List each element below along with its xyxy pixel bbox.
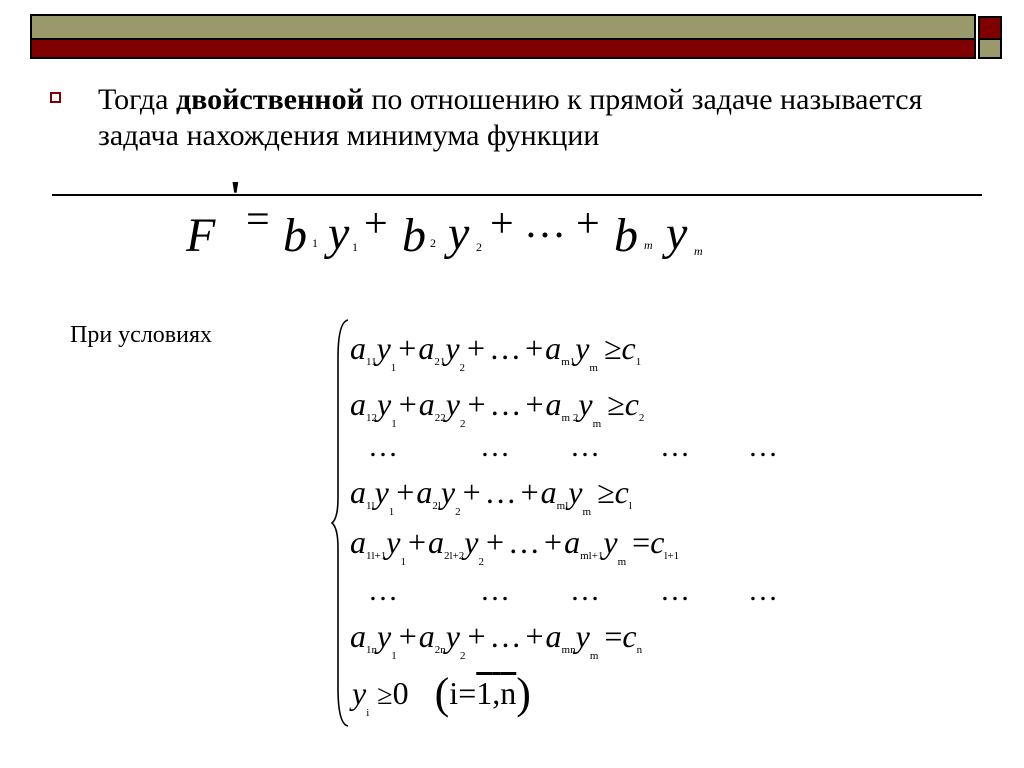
ellipsis-row-2: [368, 574, 828, 614]
bullet-prefix: Тогда: [98, 83, 176, 116]
coef-a1: a: [350, 618, 366, 654]
ellipsis: …: [660, 574, 690, 607]
ellipsis: …: [480, 574, 510, 607]
relation-sign: ≥: [607, 386, 625, 422]
ellipsis: …: [489, 618, 522, 654]
var-ym-sub: m: [589, 650, 599, 662]
var-y1-sub: 1: [388, 506, 395, 518]
coef-am-sub: m 2: [561, 412, 579, 424]
rhs-c-sub: 2: [638, 412, 645, 424]
rhs-c-sub: l: [628, 500, 632, 512]
ellipsis: …: [489, 330, 522, 366]
var-y2: y: [445, 330, 460, 366]
coef-am: a: [564, 524, 581, 560]
coef-a1-sub: 1l+1: [366, 550, 387, 562]
objective-b1-sub: 1: [312, 236, 318, 250]
objective-y2-sub: 2: [476, 240, 482, 254]
coef-am: a: [545, 386, 562, 422]
ellipsis: …: [480, 430, 510, 463]
var-y2-sub: 2: [459, 650, 466, 662]
var-y1: y: [386, 524, 401, 560]
var-y2-sub: 2: [459, 418, 466, 430]
ellipsis: …: [489, 386, 522, 422]
nonneg-eq: =: [458, 675, 477, 711]
nonneg-one: 1: [476, 675, 493, 711]
ellipsis: …: [368, 430, 398, 463]
objective-y2: y: [448, 207, 470, 260]
nonneg-close-paren: ): [516, 669, 531, 718]
left-brace-icon: [330, 318, 352, 728]
ellipsis: …: [484, 474, 517, 510]
var-y2-sub: 2: [478, 556, 484, 568]
nonneg-relation: ≥: [377, 680, 393, 711]
constraint-row: [350, 474, 632, 518]
objective-plus-1: +: [364, 201, 388, 247]
objective-y1-sub: 1: [352, 240, 358, 254]
coef-a1: a: [350, 386, 366, 422]
objective-b2-sub: 2: [430, 236, 436, 250]
plus-sign: +: [396, 474, 415, 510]
var-y2-sub: 2: [459, 362, 466, 374]
coef-a2: a: [418, 330, 435, 366]
relation-sign: ≥: [603, 330, 622, 366]
plus-sign: +: [398, 618, 417, 654]
plus-sign: +: [467, 330, 486, 366]
coef-a1: a: [350, 524, 366, 560]
relation-sign: =: [604, 618, 623, 654]
header-band-bottom: [30, 40, 976, 59]
var-y2: y: [464, 524, 479, 560]
constraint-row: [350, 330, 642, 374]
constraint-system: [330, 318, 830, 728]
rhs-c: c: [624, 386, 639, 422]
var-y1-sub: 1: [391, 418, 397, 430]
objective-prime: ': [229, 171, 242, 222]
var-ym-sub: m: [617, 556, 627, 568]
objective-bm: b: [614, 209, 638, 262]
rhs-c: c: [621, 330, 636, 366]
coef-a2: a: [418, 618, 435, 654]
var-ym: y: [578, 386, 593, 422]
formula-overline: [52, 194, 982, 196]
nonneg-n: n: [500, 675, 517, 711]
plus-sign: +: [398, 330, 417, 366]
coef-a2-sub: 2l+2: [444, 550, 465, 562]
nonneg-y: y: [352, 675, 367, 711]
header-band-top: [30, 14, 976, 40]
plus-sign: +: [407, 524, 427, 560]
relation-sign: ≥: [597, 474, 615, 510]
plus-sign: +: [525, 618, 544, 654]
nonnegativity-row: [352, 668, 531, 719]
coef-a1: a: [350, 474, 366, 510]
coef-a1-sub: 1l: [366, 500, 375, 512]
nonneg-zero: 0: [392, 675, 409, 711]
rhs-c: c: [622, 618, 637, 654]
nonneg-index-i: i: [449, 675, 459, 711]
objective-ellipsis: …: [524, 201, 566, 247]
nonneg-y-sub: i: [366, 707, 370, 719]
coef-a1: a: [350, 330, 366, 366]
objective-y1: y: [328, 207, 350, 260]
coef-am: a: [545, 618, 562, 654]
var-y1: y: [377, 386, 392, 422]
var-y2: y: [440, 474, 456, 510]
var-y1: y: [377, 618, 392, 654]
relation-sign: =: [632, 524, 651, 560]
bullet-text: [98, 82, 958, 154]
coef-a1-sub: 12: [366, 412, 377, 424]
var-ym: y: [575, 618, 590, 654]
nonneg-open-paren: (: [434, 669, 450, 718]
rhs-c-sub: 1: [635, 356, 642, 368]
objective-ym-sub: m: [694, 244, 703, 258]
objective-b2: b: [402, 209, 426, 262]
var-ym: y: [568, 474, 583, 510]
var-ym: y: [575, 330, 590, 366]
coef-a2-sub: 2n: [434, 644, 446, 656]
plus-sign: +: [544, 524, 563, 560]
plus-sign: +: [485, 524, 505, 560]
var-y2: y: [445, 618, 460, 654]
var-y2-sub: 2: [455, 506, 461, 518]
objective-plus-3: +: [576, 201, 600, 247]
var-y1-sub: 1: [390, 362, 397, 374]
plus-sign: +: [525, 386, 544, 422]
header-corner-square-top: [978, 16, 1002, 40]
ellipsis: …: [660, 430, 690, 463]
objective-plus-2: +: [490, 201, 514, 247]
coef-am-sub: ml+1: [580, 550, 604, 562]
var-ym-sub: m: [582, 506, 592, 518]
ellipsis: …: [570, 430, 600, 463]
coef-a2: a: [428, 524, 445, 560]
ellipsis: …: [748, 574, 778, 607]
nonneg-comma: ,: [492, 675, 501, 711]
objective-ym: y: [666, 207, 688, 260]
coef-a1-sub: 1n: [366, 644, 377, 656]
coef-am: a: [540, 474, 557, 510]
coef-a2-sub: 2l: [432, 500, 441, 512]
header-corner-square-bottom: [978, 40, 1002, 59]
plus-sign: +: [398, 386, 417, 422]
objective-lhs: F: [186, 209, 216, 262]
var-y1-sub: 1: [400, 556, 406, 568]
plus-sign: +: [525, 330, 544, 366]
ellipsis: …: [570, 574, 600, 607]
var-ym: y: [603, 524, 618, 560]
var-y1: y: [374, 474, 389, 510]
nonneg-range: [476, 675, 516, 711]
var-ym-sub: m: [592, 418, 602, 430]
coef-am-sub: m1: [561, 356, 576, 368]
constraint-row: [350, 386, 645, 430]
objective-equals: =: [246, 197, 270, 243]
plus-sign: +: [462, 474, 481, 510]
ellipsis: …: [748, 430, 778, 463]
coef-am: a: [545, 330, 562, 366]
var-ym-sub: m: [589, 362, 598, 374]
plus-sign: +: [467, 386, 486, 422]
coef-a2-sub: 21: [434, 356, 446, 368]
constraint-row: [350, 618, 643, 662]
var-y2: y: [445, 386, 460, 422]
plus-sign: +: [467, 618, 486, 654]
objective-bm-sub: m: [644, 238, 653, 252]
rhs-c: c: [614, 474, 629, 510]
bullet-bold-term: двойственной: [175, 83, 364, 116]
rhs-c: c: [650, 524, 665, 560]
rhs-c-sub: n: [636, 644, 643, 656]
bullet-suffix: по отношению к прямой задаче называется задача нахождения минимума функции: [98, 83, 923, 152]
bullet-square-icon: [50, 92, 61, 103]
plus-sign: +: [520, 474, 539, 510]
coef-a1-sub: 11: [366, 356, 377, 368]
conditions-label: При условиях: [70, 322, 213, 348]
var-y1-sub: 1: [391, 650, 397, 662]
coef-a2-sub: 22: [434, 412, 446, 424]
ellipsis: …: [368, 574, 398, 607]
coef-am-sub: mn: [561, 644, 576, 656]
objective-b1: b: [283, 209, 307, 262]
constraint-row: [350, 524, 680, 568]
ellipsis: …: [508, 524, 541, 560]
coef-am-sub: ml: [556, 500, 569, 512]
coef-a2: a: [416, 474, 433, 510]
coef-a2: a: [418, 386, 435, 422]
var-y1: y: [376, 330, 391, 366]
ellipsis-row-1: [368, 430, 828, 470]
rhs-c-sub: l+1: [664, 550, 680, 562]
